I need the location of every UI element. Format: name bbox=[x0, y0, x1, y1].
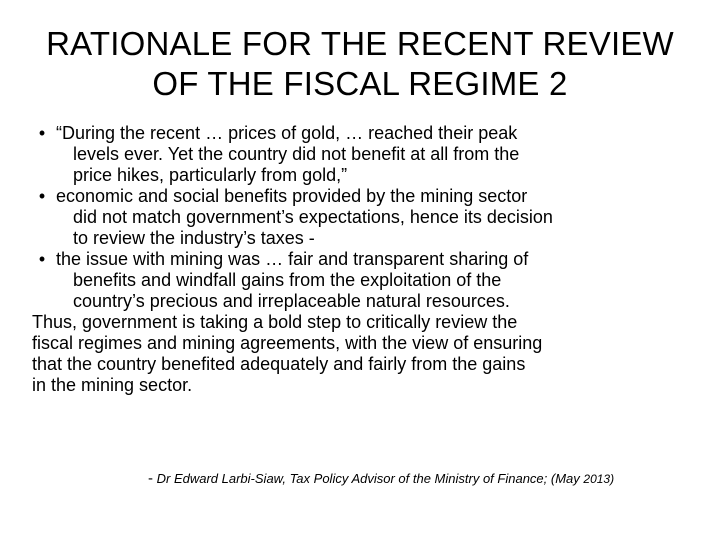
bullet-text bbox=[56, 123, 672, 186]
slide-title-line-1: RATIONALE FOR THE RECENT REVIEW bbox=[46, 25, 674, 62]
conclusion-paragraph bbox=[32, 312, 672, 396]
bullet-marker: • bbox=[38, 186, 46, 206]
bullet-list bbox=[32, 123, 672, 312]
attribution-year: 2013) bbox=[583, 472, 615, 486]
bullet-line: “During the recent … prices of gold, … reached their peak bbox=[56, 123, 518, 143]
bullet-line: economic and social benefits provided by the mining sector bbox=[56, 186, 528, 206]
bullet-text bbox=[56, 249, 672, 312]
bullet-marker: • bbox=[38, 123, 46, 143]
bullet-marker: • bbox=[38, 249, 46, 269]
bullet-line: benefits and windfall gains from the exploitation of the bbox=[73, 270, 502, 290]
bullet-text bbox=[56, 186, 672, 249]
slide-title-line-2: OF THE FISCAL REGIME 2 bbox=[152, 65, 568, 102]
attribution-dash: - bbox=[148, 470, 153, 487]
bullet-line: the issue with mining was … fair and transparent sharing of bbox=[56, 249, 529, 269]
bullet-line: to review the industry’s taxes - bbox=[73, 228, 315, 248]
conclusion-line: that the country benefited adequately and fairly from the gains bbox=[32, 354, 526, 374]
bullet-line: levels ever. Yet the country did not benefit at all from the bbox=[73, 144, 520, 164]
bullet-item bbox=[32, 123, 672, 186]
conclusion-line: fiscal regimes and mining agreements, with the view of ensuring bbox=[32, 333, 543, 353]
bullet-line: country’s precious and irreplaceable natural resources. bbox=[73, 291, 510, 311]
bullet-line: price hikes, particularly from gold,” bbox=[73, 165, 348, 185]
bullet-line: did not match government’s expectations, hence its decision bbox=[73, 207, 553, 227]
conclusion-line: Thus, government is taking a bold step to critically review the bbox=[32, 312, 518, 332]
conclusion-line: in the mining sector. bbox=[32, 375, 193, 395]
bullet-item bbox=[32, 249, 672, 312]
slide-title bbox=[20, 24, 700, 104]
slide-body bbox=[32, 123, 672, 396]
attribution bbox=[148, 470, 708, 488]
attribution-source: Dr Edward Larbi-Siaw, Tax Policy Advisor of the Ministry of Finance; (May bbox=[156, 471, 580, 486]
bullet-item bbox=[32, 186, 672, 249]
